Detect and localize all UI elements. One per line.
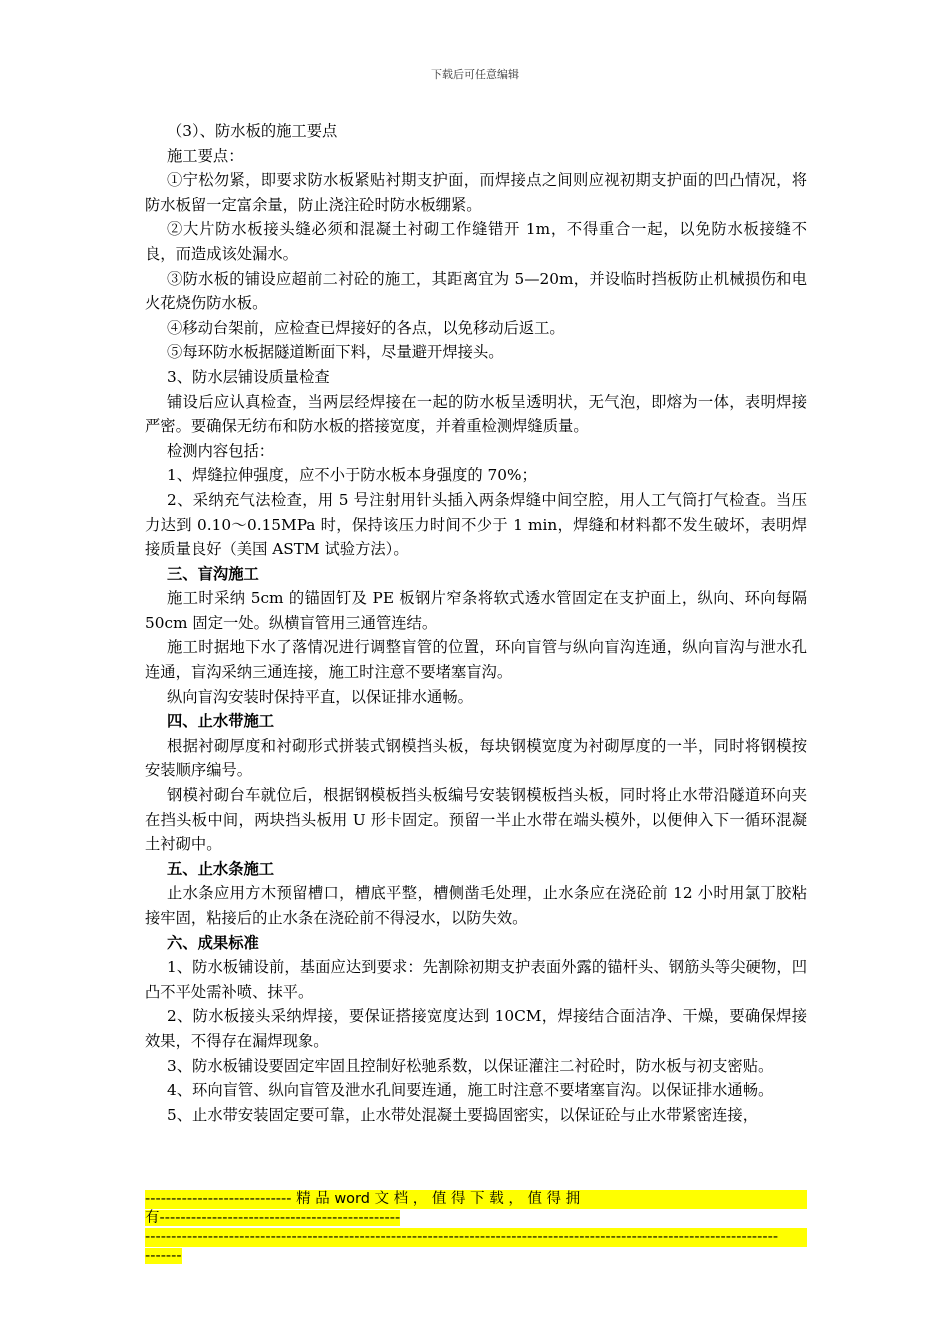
paragraph: 施工要点：: [167, 146, 244, 165]
paragraph: 检测内容包括：: [167, 441, 275, 460]
paragraph: 2、防水板接头采纳焊接，要保证搭接宽度达到 10CM，焊接结合面洁净、干燥，要确保焊接效果，不得存在漏焊现象。: [145, 1007, 807, 1050]
paragraph: 5、止水带安装固定要可靠，止水带处混凝土要捣固密实，以保证砼与止水带紧密连接，: [167, 1105, 759, 1124]
paragraph: ⑤每环防水板据隧道断面下料，尽量避开焊接头。: [167, 343, 504, 362]
paragraph: 4、环向盲管、纵向盲管及泄水孔间要连通，施工时注意不要堵塞盲沟。以保证排水通畅。: [167, 1081, 774, 1100]
paragraph: 根据衬砌厚度和衬砌形式拼装式钢模挡头板，每块钢模宽度为衬砌厚度的一半，同时将钢模按安装顺序编号。: [145, 736, 807, 780]
section-heading: 三、盲沟施工: [167, 564, 259, 583]
paragraph: ②大片防水板接头缝必须和混凝土衬砌工作缝错开 1m，不得重合一起，以免防水板接缝不良，而造成该处漏水。: [145, 220, 807, 263]
section-heading: 六、成果标准: [167, 933, 259, 952]
paragraph: 2、采纳充气法检查，用 5 号注射用针头插入两条焊缝中间空腔，用人工气筒打气检查。当压力达到 0.10～0.15MPa 时，保持该压力时间不少于 1 min，焊缝和材料都不发生破坏，表明焊接质量良好（美国 ASTM 试验方法）。: [145, 490, 807, 559]
section-heading: 四、止水带施工: [167, 712, 275, 731]
paragraph: ③防水板的铺设应超前二衬砼的施工，其距离宜为 5—20m，并设临时挡板防止机械损伤和电火花烧伤防水板。: [145, 269, 807, 313]
paragraph: 施工时采纳 5cm 的锚固钉及 PE 板钢片窄条将软式透水管固定在支护面上，纵向、环向每隔 50cm 固定一处。纵横盲管用三通管连结。: [145, 589, 807, 632]
paragraph: 止水条应用方木预留槽口，槽底平整，槽侧凿毛处理，止水条应在浇砼前 12 小时用氯丁胶粘接牢固，粘接后的止水条在浇砼前不得浸水，以防失效。: [145, 884, 807, 927]
footer-line-2: 有----------------------------------------------: [145, 1210, 401, 1226]
document-body: [145, 119, 807, 1127]
paragraph: 3、防水板铺设要固定牢固且控制好松驰系数，以保证灌注二衬砼时，防水板与初支密贴。: [167, 1056, 774, 1075]
paragraph: 铺设后应认真检查，当两层经焊接在一起的防水板呈透明状，无气泡，即熔为一体，表明焊接严密。要确保无纺布和防水板的搭接宽度，并着重检测焊缝质量。: [145, 392, 807, 436]
paragraph: 施工时据地下水了落情况进行调整盲管的位置，环向盲管与纵向盲沟连通，纵向盲沟与泄水孔连通，盲沟采纳三通连接，施工时注意不要堵塞盲沟。: [145, 638, 807, 682]
paragraph: 1、防水板铺设前，基面应达到要求：先割除初期支护表面外露的锚杆头、钢筋头等尖硬物，凹凸不平处需补喷、抹平。: [145, 958, 807, 1001]
paragraph: ①宁松勿紧，即要求防水板紧贴衬期支护面，而焊接点之间则应视初期支护面的凹凸情况，将防水板留一定富余量，防止浇注砼时防水板绷紧。: [145, 171, 807, 214]
paragraph: 3、防水层铺设质量检查: [167, 367, 330, 386]
paragraph: （3）、防水板的施工要点: [167, 122, 338, 140]
paragraph: ④移动台架前，应检查已焊接好的各点，以免移动后返工。: [167, 318, 565, 337]
footer-line-4: -------: [145, 1248, 182, 1264]
footer-line-3: -------------------------------------------------------------------------------------------------------------------------: [145, 1228, 807, 1247]
footer-line-1: ---------------------------- 精 品 word 文 档 ， 值 得 下 载 ， 值 得 拥: [145, 1190, 807, 1209]
paragraph: 钢模衬砌台车就位后，根据钢模板挡头板编号安装钢模板挡头板，同时将止水带沿隧道环向夹在挡头板中间，两块挡头板用 U 形卡固定。预留一半止水带在端头模外，以便伸入下一循环混凝土衬砌中。: [145, 786, 807, 854]
footer-banner: [145, 1190, 807, 1266]
section-heading: 五、止水条施工: [167, 859, 275, 878]
page-header: 下载后可任意编辑: [431, 68, 519, 81]
paragraph: 1、焊缝拉伸强度，应不小于防水板本身强度的 70%；: [167, 466, 537, 485]
paragraph: 纵向盲沟安装时保持平直，以保证排水通畅。: [167, 687, 473, 706]
